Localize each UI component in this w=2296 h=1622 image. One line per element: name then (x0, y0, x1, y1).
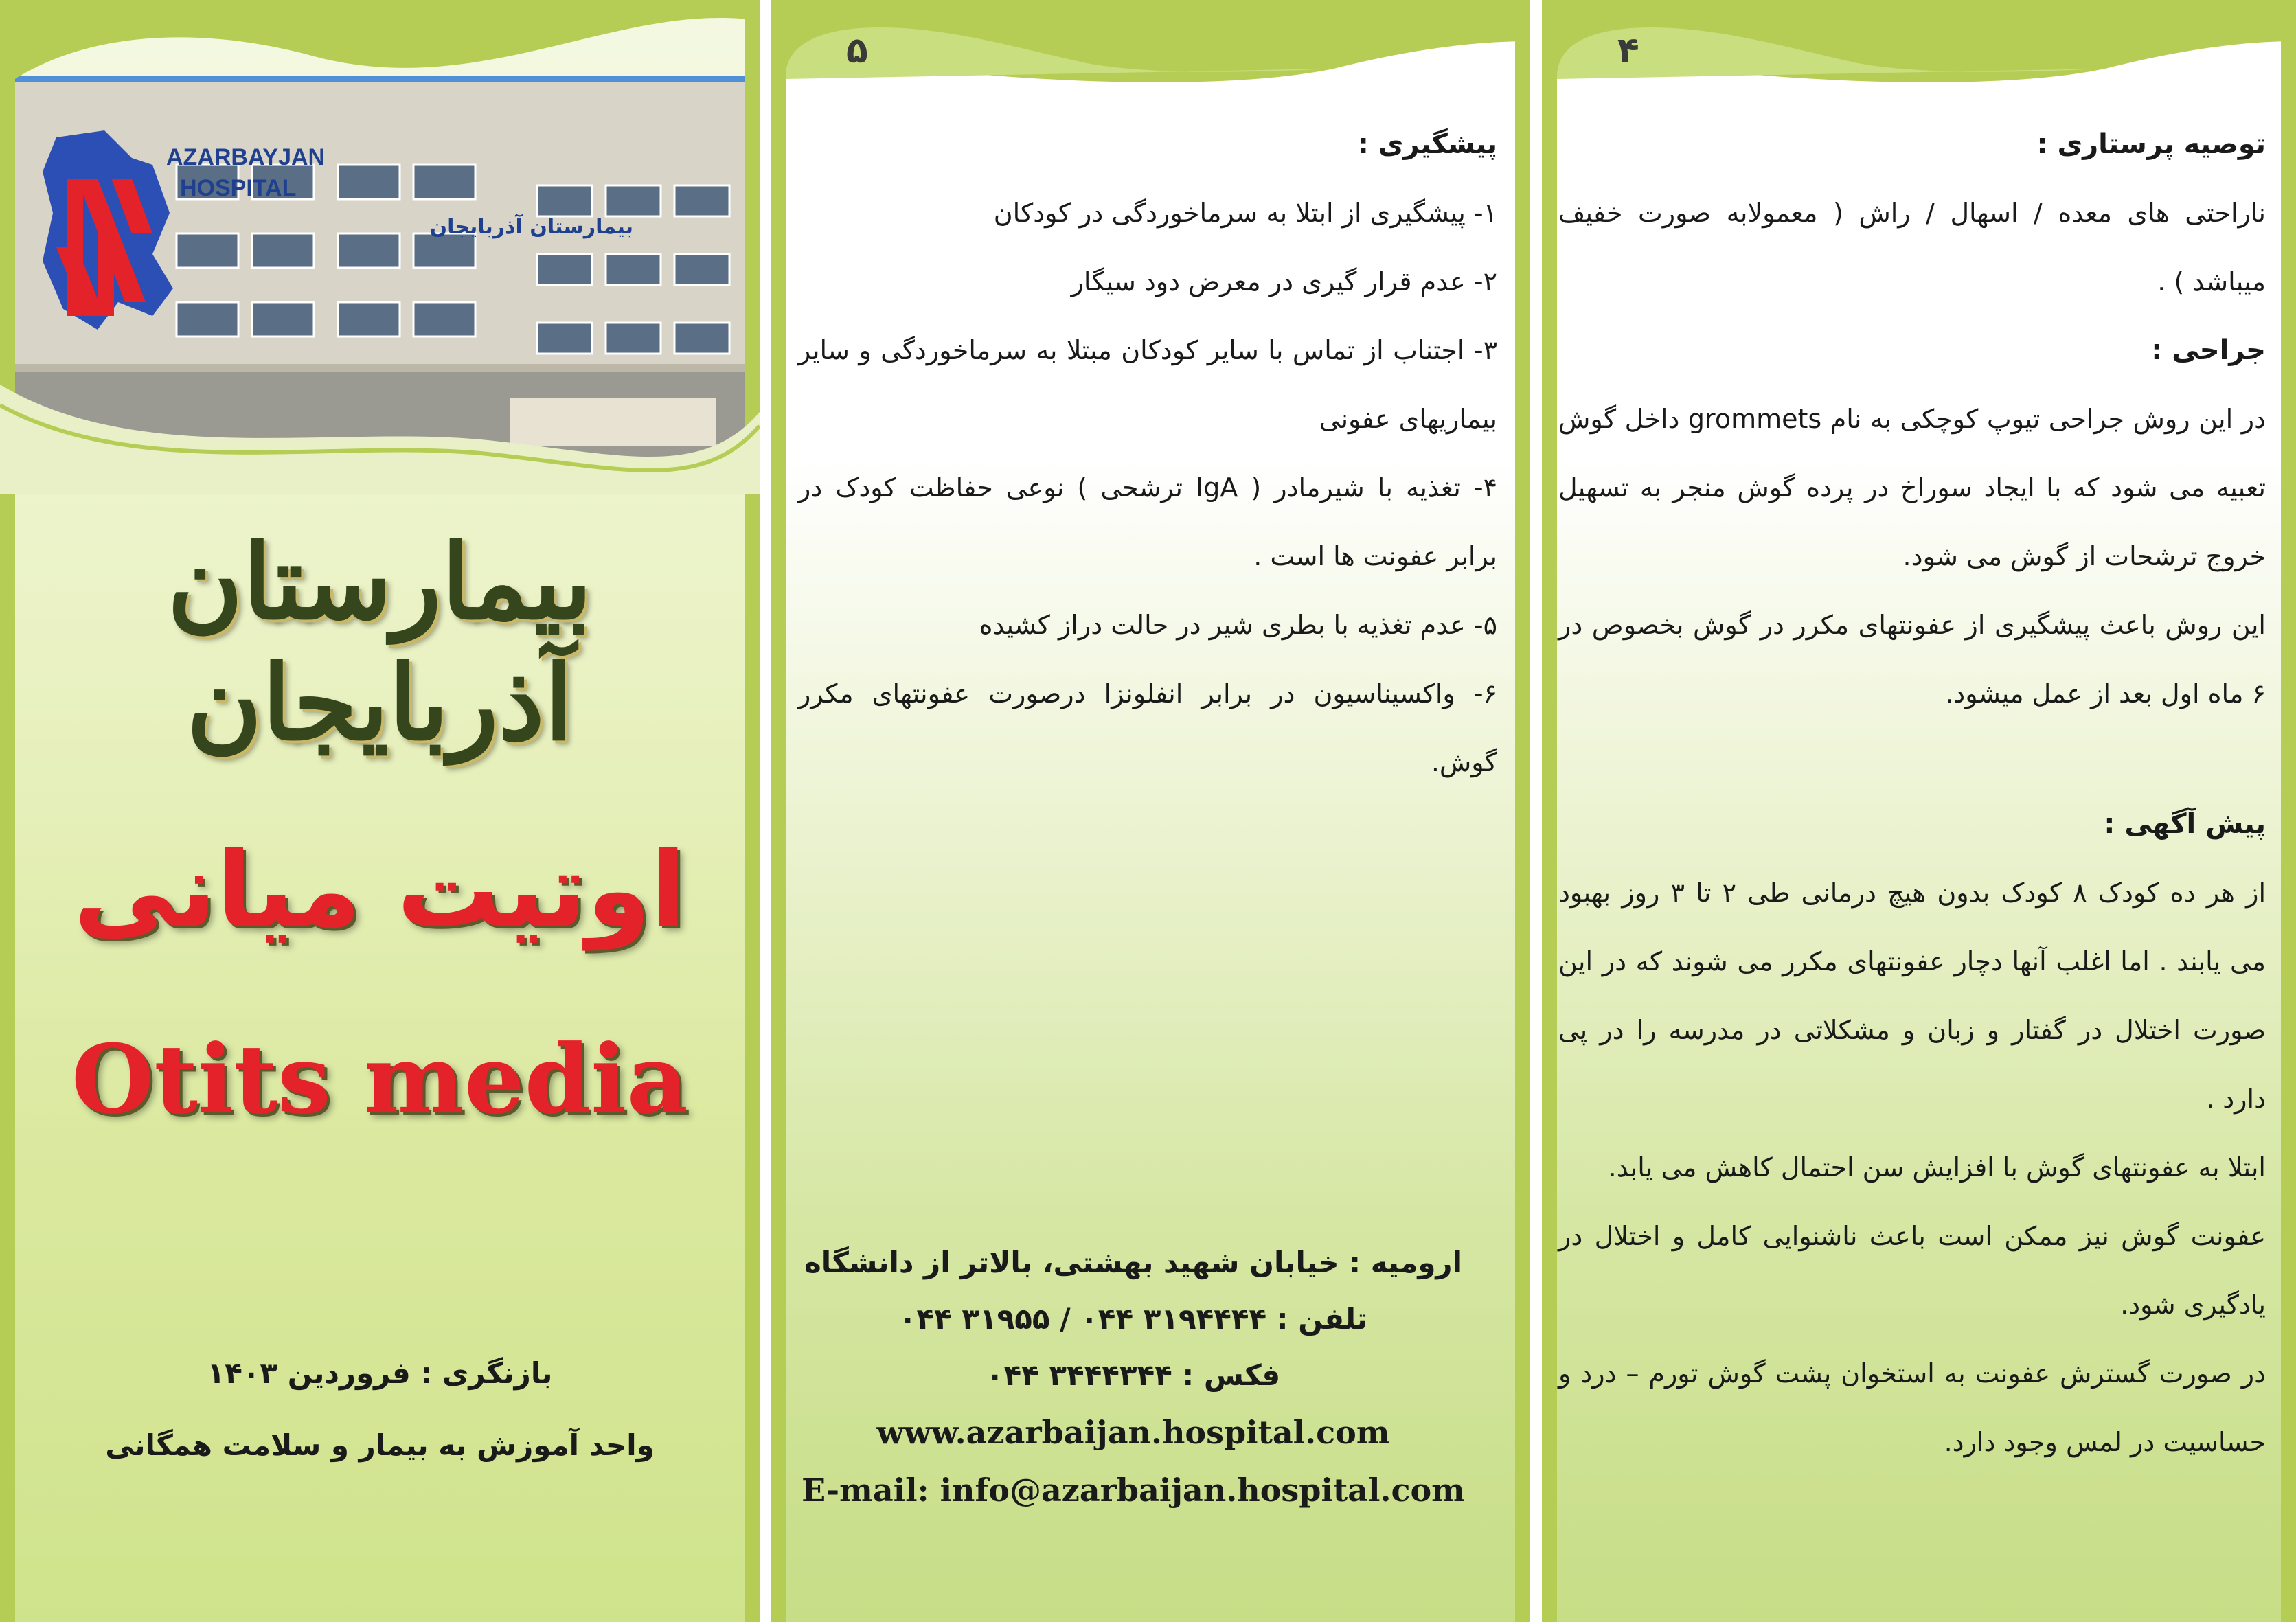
contact-fax: فکس : ۳۴۴۴۳۴۴ ۰۴۴ (986, 1358, 1281, 1392)
nursing-text: ناراحتی های معده / اسهال / راش ( معمولابه صورت خفیف میباشد ) . (1558, 198, 2266, 297)
page-number-4: ۴ (1617, 30, 1639, 71)
prognosis-text-3: عفونت گوش نیز ممکن است باعث ناشنوایی کامل و اختلال در یادگیری شود. (1558, 1221, 2266, 1320)
cover-frame-curves (0, 0, 760, 494)
contact-address: ارومیه : خیابان شهید بهشتی، بالاتر از دانشگاه (804, 1246, 1463, 1279)
contact-phone: تلفن : ۳۱۹۴۴۴۴ ۰۴۴ / ۳۱۹۵۵ ۰۴۴ (898, 1302, 1368, 1336)
cover-panel (0, 0, 760, 1622)
page-number-5: ۵ (846, 30, 868, 71)
middle-tab-curve (771, 0, 1530, 110)
contact-email[interactable]: E-mail: info@azarbaijan.hospital.com (802, 1472, 1465, 1509)
nursing-heading: توصیه پرستاری : (2036, 128, 2266, 160)
prevention-item-4: ۴- تغذیه با شیرمادر ( IgA ترشحی ) نوعی حفاظت کودک در برابر عفونت ها است . (798, 472, 1497, 571)
prevention-section (798, 110, 1497, 797)
photo-sign-fa: بیمارستان آذربایجان (429, 215, 633, 239)
education-unit: واحد آموزش به بیمار و سلامت همگانی (105, 1428, 655, 1462)
prognosis-text-1: از هر ده کودک ۸ کودک بدون هیچ درمانی طی ۲ تا ۳ روز بهبود می یابند . اما اغلب آنها دچار عفونتهای مکرر می شوند که در این صورت اختلال در گفتار و زبان و مشکلاتی در مدرسه را در پی دارد . (1558, 878, 2266, 1114)
prevention-item-1: ۱- پیشگیری از ابتلا به سرماخوردگی در کودکان (993, 198, 1497, 228)
contact-website[interactable]: www.azarbaijan.hospital.com (876, 1414, 1390, 1451)
right-text-section (1558, 110, 2266, 1476)
surgery-text-1: در این روش جراحی تیوپ کوچکی به نام grommets داخل گوش تعبیه می شود که با ایجاد سوراخ در پرده گوش منجر به تسهیل خروج ترشحات از گوش می شود. (1558, 404, 2266, 571)
cover-subtitle-persian: اوتیت میانی (73, 831, 686, 950)
cover-title: بیمارستان آذربایجان (167, 522, 593, 764)
right-panel (1542, 0, 2296, 1622)
prevention-item-5: ۵- عدم تغذیه با بطری شیر در حالت دراز کشیده (979, 610, 1497, 640)
right-tab-curve (1542, 0, 2296, 110)
prognosis-text-2: ابتلا به عفونتهای گوش با افزایش سن احتمال کاهش می یابد. (1608, 1152, 2266, 1183)
prevention-heading: پیشگیری : (1357, 128, 1497, 160)
prevention-item-6: ۶- واکسیناسیون در برابر انفلونزا درصورت عفونتهای مکرر گوش. (798, 678, 1497, 777)
surgery-heading: جراحی : (2151, 334, 2266, 366)
revision-date: بازنگری : فروردین ۱۴۰۳ (207, 1356, 553, 1390)
section-gap (1558, 728, 2266, 790)
prognosis-text-4: در صورت گسترش عفونت به استخوان پشت گوش تورم – درد و حساسیت در لمس وجود دارد. (1558, 1358, 2266, 1457)
prevention-item-3: ۳- اجتناب از تماس با سایر کودکان مبتلا به سرماخوردگی و سایر بیماریهای عفونی (798, 335, 1497, 434)
photo-sign-en-2: HOSPITAL (180, 175, 297, 201)
contact-block (762, 1235, 1504, 1519)
prognosis-heading: پیش آگهی : (2104, 808, 2266, 840)
photo-sign-en-1: AZARBAYJAN (166, 144, 326, 170)
prevention-item-2: ۲- عدم قرار گیری در معرض دود سیگار (1071, 266, 1497, 297)
surgery-text-2: این روش باعث پیشگیری از عفونتهای مکرر در گوش بخصوص در ۶ ماه اول بعد از عمل میشود. (1558, 610, 2266, 709)
cover-subtitle-english: Otits media (71, 1023, 688, 1135)
